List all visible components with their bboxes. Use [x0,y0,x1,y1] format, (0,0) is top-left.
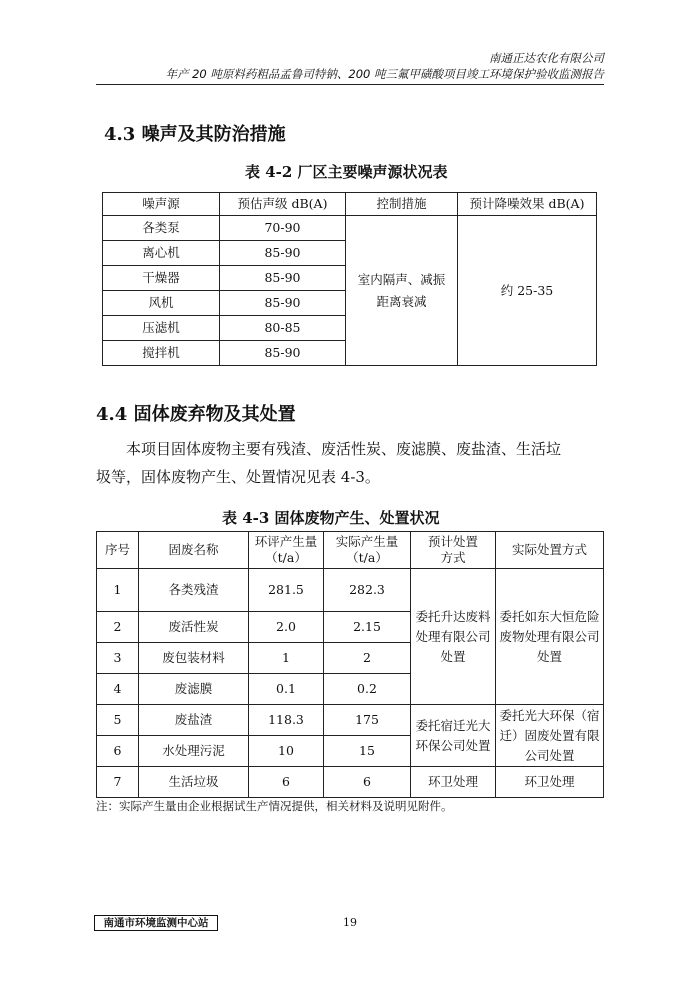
planned-amount: 1 [249,643,324,674]
noise-level: 80-85 [220,316,346,341]
table-4-3-caption: 表 4-3 固体废物产生、处置状况 [222,509,440,527]
waste-name: 生活垃圾 [139,767,249,798]
planned-amount: 281.5 [249,569,324,612]
table-row [97,569,604,612]
solid-waste-table [96,531,604,798]
table-header-row [103,193,597,216]
actual-amount: 2.15 [324,612,411,643]
noise-level: 85-90 [220,291,346,316]
noise-level: 85-90 [220,241,346,266]
section-4-4-heading: 4.4 固体废弃物及其处置 [96,404,296,425]
control-measure: 室内隔声、减振距离衰减 [346,216,458,366]
waste-name: 各类残渣 [139,569,249,612]
noise-source: 离心机 [103,241,220,266]
reduction-effect: 约 25-35 [458,216,597,366]
planned-amount: 118.3 [249,705,324,736]
col-header: 固废名称 [139,532,249,569]
waste-name: 废盐渣 [139,705,249,736]
col-header: 环评产生量（t/a） [249,532,324,569]
waste-name: 废活性炭 [139,612,249,643]
expected-disposal: 委托升达废料处理有限公司处置 [411,569,496,705]
table-note: 注：实际产生量由企业根据试生产情况提供，相关材料及说明见附件。 [96,799,453,813]
noise-level: 85-90 [220,266,346,291]
actual-disposal: 委托如东大恒危险废物处理有限公司处置 [496,569,604,705]
noise-source: 搅拌机 [103,341,220,366]
header-company: 南通正达农化有限公司 [489,51,604,65]
noise-level: 85-90 [220,341,346,366]
planned-amount: 6 [249,767,324,798]
section-4-3-heading: 4.3 噪声及其防治措施 [104,124,286,145]
row-number: 4 [97,674,139,705]
planned-amount: 0.1 [249,674,324,705]
planned-amount: 10 [249,736,324,767]
planned-amount: 2.0 [249,612,324,643]
noise-source: 干燥器 [103,266,220,291]
col-header: 实际产生量（t/a） [324,532,411,569]
body-paragraph-line-1: 本项目固体废物主要有残渣、废活性炭、废滤膜、废盐渣、生活垃 [126,440,562,458]
header-divider [96,84,604,85]
actual-amount: 282.3 [324,569,411,612]
col-header: 控制措施 [346,193,458,216]
noise-source: 风机 [103,291,220,316]
header-report-title: 年产 20 吨原料药粗品孟鲁司特钠、200 吨三氟甲磺酸项目竣工环境保护验收监测报告 [165,67,604,81]
actual-amount: 2 [324,643,411,674]
expected-disposal: 环卫处理 [411,767,496,798]
noise-source: 各类泵 [103,216,220,241]
noise-level: 70-90 [220,216,346,241]
col-header: 预计处置方式 [411,532,496,569]
table-row [97,705,604,736]
actual-amount: 15 [324,736,411,767]
noise-source-table [102,192,597,366]
table-row [97,767,604,798]
col-header: 预估声级 dB(A) [220,193,346,216]
waste-name: 水处理污泥 [139,736,249,767]
body-paragraph-line-2: 圾等，固体废物产生、处置情况见表 4-3。 [96,468,380,486]
row-number: 6 [97,736,139,767]
noise-source: 压滤机 [103,316,220,341]
table-row [103,216,597,241]
actual-amount: 6 [324,767,411,798]
row-number: 2 [97,612,139,643]
row-number: 7 [97,767,139,798]
table-header-row [97,532,604,569]
page-number: 19 [343,916,357,929]
actual-disposal: 委托光大环保（宿迁）固废处置有限公司处置 [496,705,604,767]
station-stamp: 南通市环境监测中心站 [94,915,218,931]
actual-disposal: 环卫处理 [496,767,604,798]
waste-name: 废包装材料 [139,643,249,674]
col-header: 预计降噪效果 dB(A) [458,193,597,216]
col-header: 序号 [97,532,139,569]
row-number: 5 [97,705,139,736]
table-4-2-caption: 表 4-2 厂区主要噪声源状况表 [245,163,448,181]
row-number: 3 [97,643,139,674]
waste-name: 废滤膜 [139,674,249,705]
actual-amount: 175 [324,705,411,736]
col-header: 实际处置方式 [496,532,604,569]
col-header: 噪声源 [103,193,220,216]
row-number: 1 [97,569,139,612]
actual-amount: 0.2 [324,674,411,705]
expected-disposal: 委托宿迁光大环保公司处置 [411,705,496,767]
